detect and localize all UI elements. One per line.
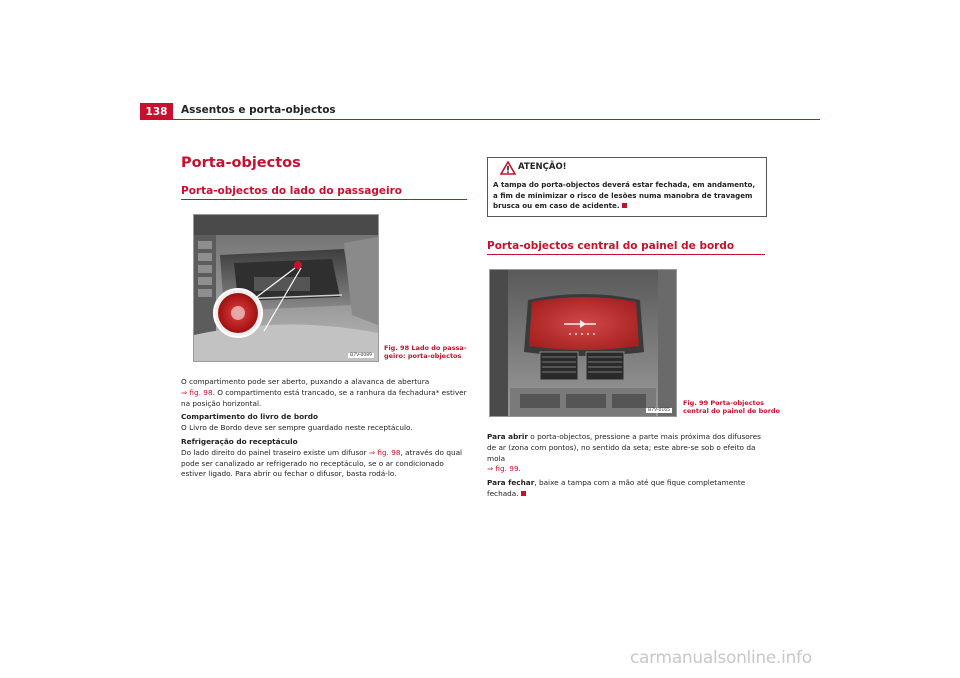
- subheading-cooling: Refrigeração do receptáculo: [181, 436, 298, 446]
- subsection-title-passenger: Porta-objectos do lado do passageiro: [181, 185, 403, 197]
- figure-99-code: B7V-0165: [648, 408, 670, 413]
- warning-text-body: A tampa do porta-objectos deverá estar fechada, em andamento, a fim de minimizar o risco de lesões numa manobra de travagem brusca ou em caso de acidente.: [493, 180, 756, 210]
- paragraph-text: . O compartimento está trancado, se a ranhura da fechadura* estiver na posição horizontal.: [181, 387, 467, 408]
- paragraph-to-open: [487, 432, 769, 475]
- paragraph-text: o porta-objectos, pressione a parte mais próxima dos difusores de ar (zona com pontos), no sentido da seta; este abre-se sob o efeito da mola: [487, 432, 761, 463]
- figure-98-code: B7V-0089: [350, 353, 372, 358]
- figure-reference-link[interactable]: ⇒ fig. 98: [368, 447, 401, 457]
- glovebox-illustration: [194, 215, 378, 361]
- dashboard-storage-illustration: [490, 270, 676, 416]
- warning-text: [493, 180, 761, 212]
- figure-reference-link[interactable]: ⇒ fig. 99: [487, 464, 519, 474]
- subsection-rule: [181, 199, 467, 200]
- running-header-title: Assentos e porta-objectos: [181, 104, 336, 116]
- paragraph-to-close: [487, 478, 769, 500]
- watermark-text: carmanualsonline.info: [630, 648, 812, 668]
- paragraph-text: , através do qual pode ser canalizado ar refrigerado no receptáculo, se o ar condicionado estiver ligado. Para abrir ou fechar o difusor, basta rodá-lo.: [181, 447, 463, 479]
- subheading-logbook: Compartimento do livro de bordo: [181, 412, 318, 422]
- subsection-title-central: Porta-objectos central do painel de bordo: [487, 240, 735, 252]
- label-to-open: Para abrir: [487, 432, 528, 441]
- warning-triangle-icon: [500, 161, 516, 175]
- end-of-section-icon: [521, 491, 526, 496]
- end-of-section-icon: [622, 203, 627, 208]
- figure-98-caption: Fig. 98 Lado do passa- geiro: porta-objectos: [384, 344, 467, 360]
- paragraph-text: , baixe a tampa com a mão até que fique completamente fechada.: [487, 478, 746, 498]
- page-number: 138: [140, 103, 173, 120]
- label-to-close: Para fechar: [487, 478, 535, 488]
- figure-99-caption: Fig. 99 Porta-objectos central do painel de bordo: [683, 399, 781, 415]
- warning-header: [488, 158, 766, 178]
- paragraph-text: .: [518, 464, 521, 474]
- paragraph-text: Do lado direito do painel traseiro existe um difusor: [181, 447, 367, 457]
- paragraph-cooling: [181, 448, 471, 480]
- subsection-rule: [487, 254, 765, 255]
- left-body-text: [181, 377, 471, 483]
- header-rule: [140, 119, 820, 120]
- right-body-text: [487, 432, 769, 503]
- paragraph-logbook: O Livro de Bordo deve ser sempre guardado neste receptáculo.: [181, 423, 413, 433]
- figure-99-image: [489, 269, 677, 417]
- figure-reference-link[interactable]: ⇒ fig. 98: [181, 387, 213, 397]
- figure-98-image: [193, 214, 379, 362]
- warning-title: ATENÇÃO!: [518, 162, 567, 172]
- section-title: Porta-objectos: [181, 155, 301, 171]
- paragraph-text: O compartimento pode ser aberto, puxando a alavanca de abertura: [181, 377, 430, 386]
- warning-box: [487, 157, 767, 217]
- paragraph-open-compartment: [181, 377, 471, 409]
